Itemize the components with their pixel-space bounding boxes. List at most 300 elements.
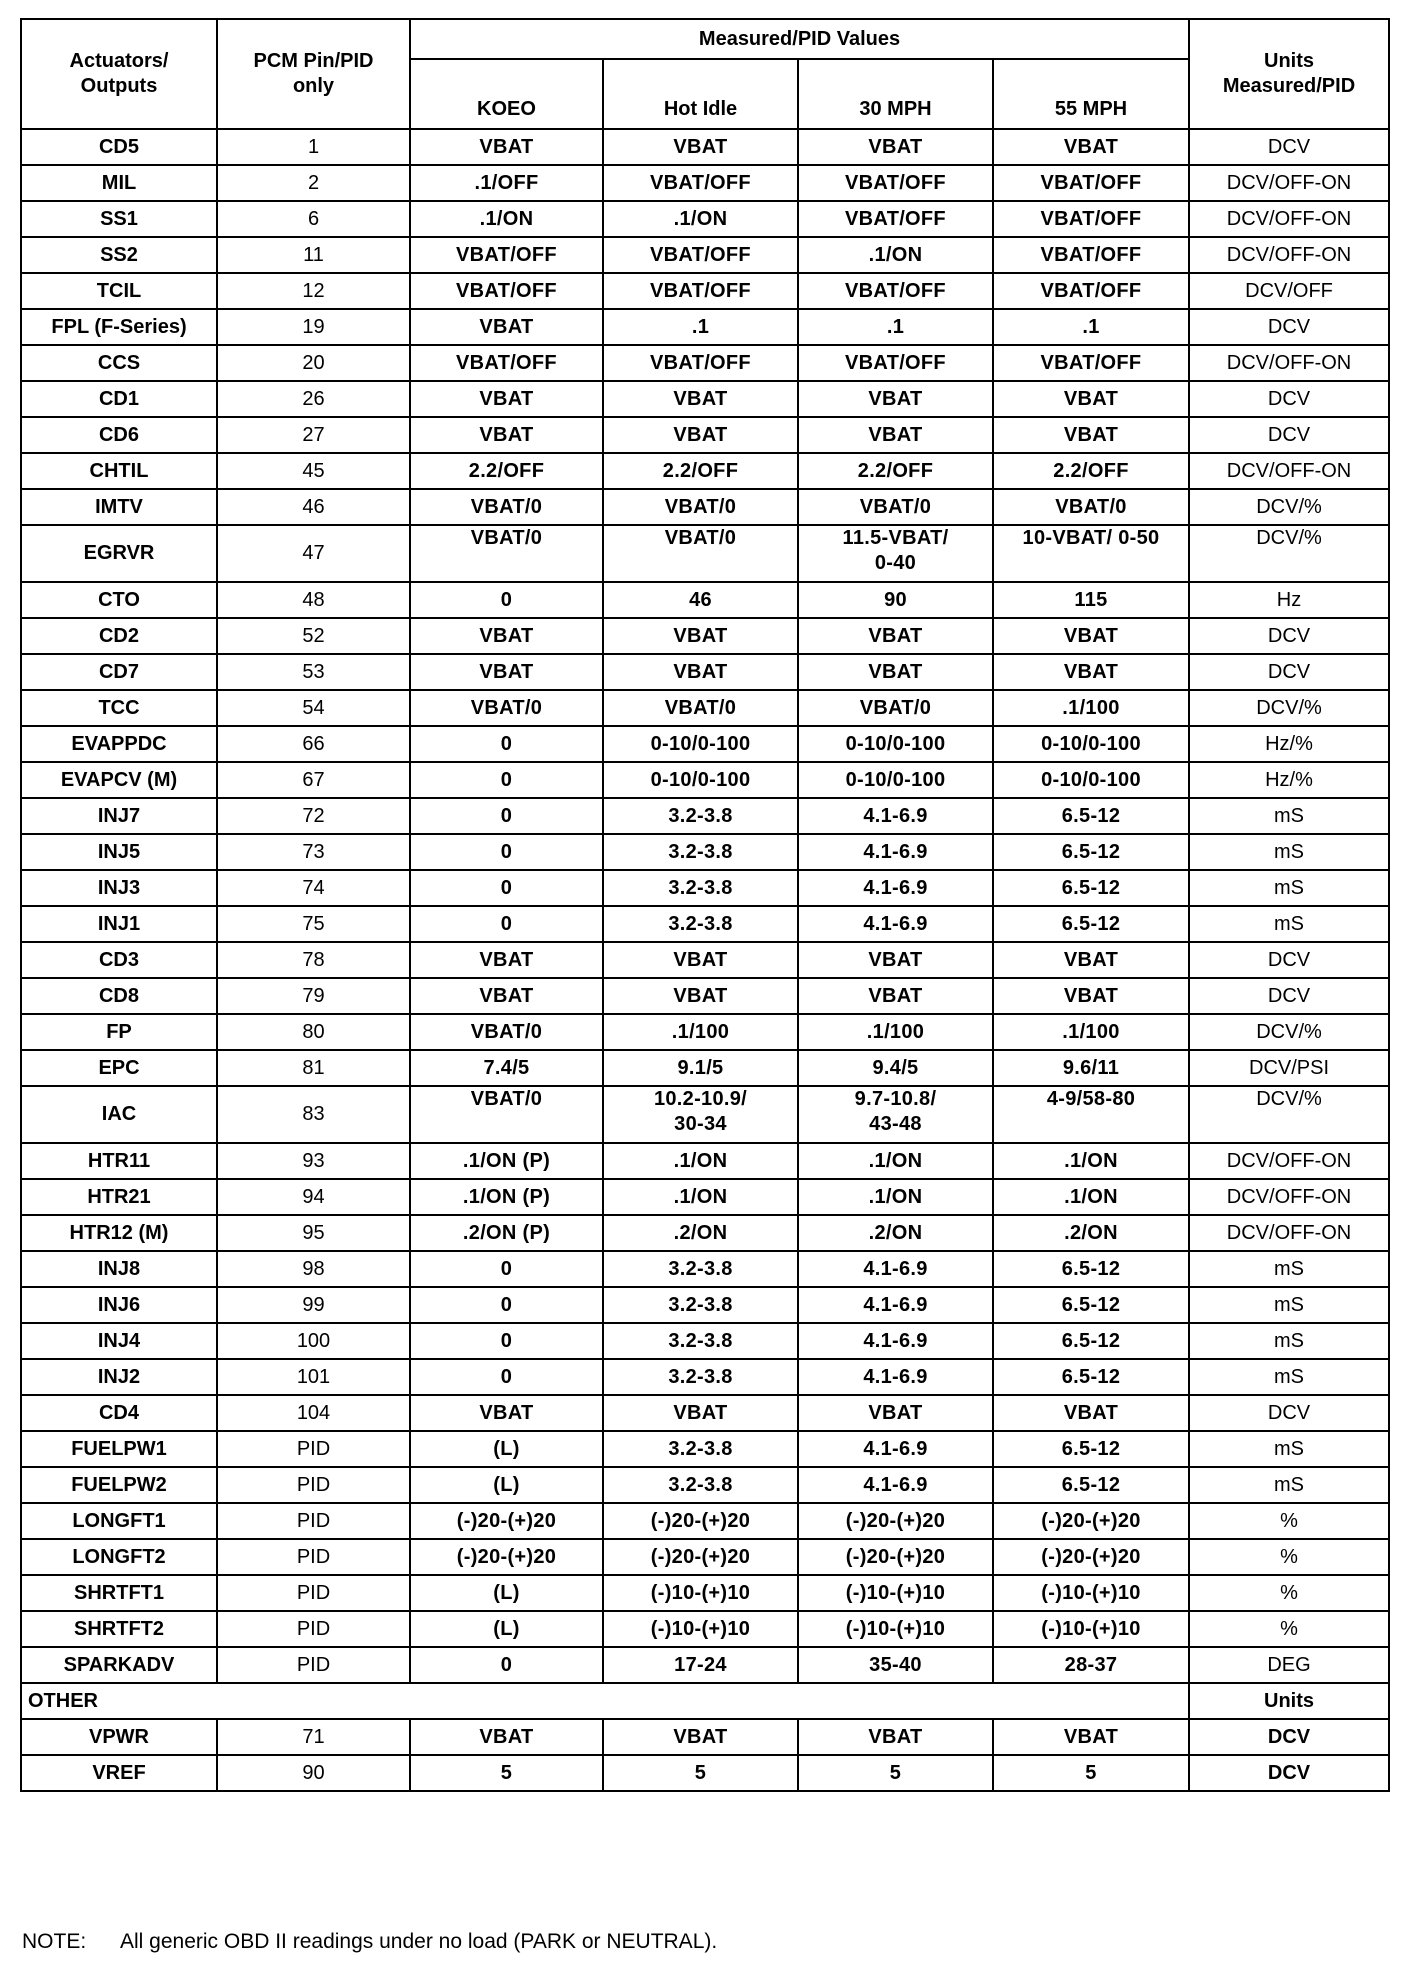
30-mph-value-cell: VBAT: [798, 654, 993, 690]
hot-idle-value-cell: VBAT: [603, 1719, 798, 1755]
hot-idle-value-cell: .1: [603, 309, 798, 345]
hot-idle-value-cell: VBAT: [603, 654, 798, 690]
55-mph-value-cell: VBAT: [993, 129, 1189, 165]
pcm-pin-cell: 73: [217, 834, 410, 870]
header-row-top: [21, 19, 1389, 59]
koeo-value-cell: VBAT/0: [410, 1014, 603, 1050]
pcm-pin-cell: PID: [217, 1647, 410, 1683]
30-mph-value-cell: (-)10-(+)10: [798, 1611, 993, 1647]
55-mph-value-cell: 0-10/0-100: [993, 726, 1189, 762]
units-cell: DCV/OFF-ON: [1189, 237, 1389, 273]
30-mph-value-cell: .1/ON: [798, 237, 993, 273]
pcm-pin-cell: 90: [217, 1755, 410, 1791]
hot-idle-value-cell: 46: [603, 582, 798, 618]
pcm-pin-cell: 20: [217, 345, 410, 381]
pcm-pin-cell: 48: [217, 582, 410, 618]
actuator-cell: TCIL: [21, 273, 217, 309]
hot-idle-value-cell: .2/ON: [603, 1215, 798, 1251]
table-row: [21, 762, 1389, 798]
55-mph-value-cell: VBAT: [993, 417, 1189, 453]
units-cell: %: [1189, 1611, 1389, 1647]
hot-idle-value-cell: VBAT/0: [603, 525, 798, 582]
koeo-value-cell: VBAT: [410, 129, 603, 165]
30-mph-value-cell: .1/100: [798, 1014, 993, 1050]
55-mph-value-cell: 5: [993, 1755, 1189, 1791]
koeo-value-cell: (L): [410, 1575, 603, 1611]
units-cell: DCV: [1189, 309, 1389, 345]
table-row: [21, 309, 1389, 345]
55-mph-value-cell: 6.5-12: [993, 1323, 1189, 1359]
55-mph-value-cell: 4-9/58-80: [993, 1086, 1189, 1143]
30-mph-value-cell: 9.7-10.8/ 43-48: [798, 1086, 993, 1143]
pcm-pin-cell: PID: [217, 1503, 410, 1539]
pcm-pin-cell: 93: [217, 1143, 410, 1179]
55-mph-value-cell: VBAT: [993, 942, 1189, 978]
table-row: [21, 273, 1389, 309]
55-mph-value-cell: (-)20-(+)20: [993, 1539, 1189, 1575]
units-cell: DCV/OFF-ON: [1189, 1143, 1389, 1179]
units-cell: mS: [1189, 1251, 1389, 1287]
table-row: [21, 942, 1389, 978]
table-row: [21, 798, 1389, 834]
hot-idle-value-cell: 3.2-3.8: [603, 834, 798, 870]
table-row: [21, 453, 1389, 489]
55-mph-value-cell: VBAT: [993, 1719, 1189, 1755]
30-mph-value-cell: 2.2/OFF: [798, 453, 993, 489]
55-mph-value-cell: VBAT/OFF: [993, 345, 1189, 381]
30-mph-value-cell: 4.1-6.9: [798, 834, 993, 870]
koeo-value-cell: 0: [410, 1647, 603, 1683]
30-mph-value-cell: VBAT/OFF: [798, 201, 993, 237]
note-text: All generic OBD II readings under no load (PARK or NEUTRAL).: [120, 1930, 718, 1953]
koeo-value-cell: (L): [410, 1467, 603, 1503]
units-cell: mS: [1189, 1323, 1389, 1359]
table-row: [21, 1467, 1389, 1503]
30-mph-value-cell: 11.5-VBAT/ 0-40: [798, 525, 993, 582]
hot-idle-value-cell: 17-24: [603, 1647, 798, 1683]
pcm-pin-cell: 74: [217, 870, 410, 906]
units-cell: DCV: [1189, 1719, 1389, 1755]
hot-idle-value-cell: 3.2-3.8: [603, 1431, 798, 1467]
pcm-pin-cell: 47: [217, 525, 410, 582]
koeo-value-cell: VBAT: [410, 1395, 603, 1431]
hot-idle-value-cell: (-)10-(+)10: [603, 1611, 798, 1647]
units-cell: DCV/OFF-ON: [1189, 453, 1389, 489]
actuator-cell: INJ1: [21, 906, 217, 942]
55-mph-value-cell: VBAT/0: [993, 489, 1189, 525]
pcm-pin-cell: 98: [217, 1251, 410, 1287]
pcm-pin-cell: 19: [217, 309, 410, 345]
55-mph-value-cell: (-)20-(+)20: [993, 1503, 1189, 1539]
units-cell: DCV/%: [1189, 525, 1389, 582]
30-mph-value-cell: .1/ON: [798, 1179, 993, 1215]
pcm-pin-cell: 72: [217, 798, 410, 834]
pcm-pin-cell: 75: [217, 906, 410, 942]
units-cell: mS: [1189, 1431, 1389, 1467]
units-cell: Hz: [1189, 582, 1389, 618]
30-mph-value-cell: 4.1-6.9: [798, 1467, 993, 1503]
55-mph-value-cell: 6.5-12: [993, 906, 1189, 942]
actuator-cell: FUELPW2: [21, 1467, 217, 1503]
table-row: [21, 165, 1389, 201]
pcm-pin-cell: PID: [217, 1431, 410, 1467]
actuator-cell: CHTIL: [21, 453, 217, 489]
units-cell: DEG: [1189, 1647, 1389, 1683]
hot-idle-value-cell: VBAT: [603, 1395, 798, 1431]
actuator-cell: SHRTFT2: [21, 1611, 217, 1647]
hot-idle-value-cell: 0-10/0-100: [603, 726, 798, 762]
note-tag: NOTE:: [22, 1930, 87, 1953]
30-mph-value-cell: VBAT/0: [798, 690, 993, 726]
pcm-pin-cell: PID: [217, 1611, 410, 1647]
pcm-pin-cell: PID: [217, 1575, 410, 1611]
table-row: [21, 1755, 1389, 1791]
55-mph-value-cell: .1/100: [993, 1014, 1189, 1050]
koeo-value-cell: VBAT/0: [410, 1086, 603, 1143]
table-row: [21, 1086, 1389, 1143]
header-hot-idle: Hot Idle: [603, 59, 798, 129]
hot-idle-value-cell: VBAT: [603, 618, 798, 654]
koeo-value-cell: 0: [410, 1359, 603, 1395]
55-mph-value-cell: 28-37: [993, 1647, 1189, 1683]
30-mph-value-cell: VBAT: [798, 381, 993, 417]
pcm-pin-cell: 100: [217, 1323, 410, 1359]
hot-idle-value-cell: 3.2-3.8: [603, 906, 798, 942]
hot-idle-value-cell: 3.2-3.8: [603, 870, 798, 906]
pcm-pin-cell: PID: [217, 1539, 410, 1575]
pcm-pin-cell: 6: [217, 201, 410, 237]
55-mph-value-cell: 6.5-12: [993, 1251, 1189, 1287]
units-cell: DCV/%: [1189, 690, 1389, 726]
hot-idle-value-cell: 10.2-10.9/ 30-34: [603, 1086, 798, 1143]
30-mph-value-cell: VBAT/OFF: [798, 273, 993, 309]
hot-idle-value-cell: (-)10-(+)10: [603, 1575, 798, 1611]
units-cell: %: [1189, 1503, 1389, 1539]
55-mph-value-cell: VBAT: [993, 618, 1189, 654]
hot-idle-value-cell: .1/ON: [603, 1179, 798, 1215]
table-row: [21, 201, 1389, 237]
30-mph-value-cell: 90: [798, 582, 993, 618]
other-section-label: OTHER: [21, 1683, 1189, 1719]
koeo-value-cell: 0: [410, 1251, 603, 1287]
hot-idle-value-cell: 5: [603, 1755, 798, 1791]
hot-idle-value-cell: VBAT/OFF: [603, 273, 798, 309]
actuator-cell: FP: [21, 1014, 217, 1050]
55-mph-value-cell: 115: [993, 582, 1189, 618]
koeo-value-cell: VBAT/0: [410, 690, 603, 726]
units-cell: mS: [1189, 798, 1389, 834]
actuator-cell: IAC: [21, 1086, 217, 1143]
actuator-cell: HTR12 (M): [21, 1215, 217, 1251]
actuator-cell: INJ6: [21, 1287, 217, 1323]
table-row: [21, 690, 1389, 726]
units-cell: mS: [1189, 870, 1389, 906]
55-mph-value-cell: VBAT/OFF: [993, 165, 1189, 201]
hot-idle-value-cell: 0-10/0-100: [603, 762, 798, 798]
55-mph-value-cell: 6.5-12: [993, 1467, 1189, 1503]
30-mph-value-cell: 5: [798, 1755, 993, 1791]
30-mph-value-cell: .1/ON: [798, 1143, 993, 1179]
pcm-pin-cell: 27: [217, 417, 410, 453]
koeo-value-cell: VBAT/OFF: [410, 273, 603, 309]
30-mph-value-cell: 4.1-6.9: [798, 1431, 993, 1467]
pcm-pin-cell: 2: [217, 165, 410, 201]
pcm-pin-cell: 71: [217, 1719, 410, 1755]
30-mph-value-cell: 0-10/0-100: [798, 762, 993, 798]
footnote: [22, 1930, 717, 1954]
units-cell: %: [1189, 1575, 1389, 1611]
units-cell: DCV/OFF-ON: [1189, 345, 1389, 381]
actuator-cell: EVAPPDC: [21, 726, 217, 762]
header-actuators: Actuators/ Outputs: [21, 19, 217, 129]
actuator-cell: EVAPCV (M): [21, 762, 217, 798]
units-cell: DCV: [1189, 618, 1389, 654]
table-row: [21, 525, 1389, 582]
koeo-value-cell: 0: [410, 798, 603, 834]
units-cell: DCV/%: [1189, 1014, 1389, 1050]
actuator-cell: VREF: [21, 1755, 217, 1791]
actuator-cell: IMTV: [21, 489, 217, 525]
30-mph-value-cell: VBAT: [798, 129, 993, 165]
table-row: [21, 1251, 1389, 1287]
koeo-value-cell: VBAT: [410, 654, 603, 690]
table-row: [21, 1539, 1389, 1575]
table-row: [21, 417, 1389, 453]
koeo-value-cell: (-)20-(+)20: [410, 1503, 603, 1539]
actuator-cell: INJ2: [21, 1359, 217, 1395]
hot-idle-value-cell: (-)20-(+)20: [603, 1503, 798, 1539]
actuator-cell: CD3: [21, 942, 217, 978]
koeo-value-cell: (-)20-(+)20: [410, 1539, 603, 1575]
hot-idle-value-cell: 9.1/5: [603, 1050, 798, 1086]
table-row: [21, 129, 1389, 165]
actuator-cell: HTR11: [21, 1143, 217, 1179]
55-mph-value-cell: 6.5-12: [993, 870, 1189, 906]
table-row: [21, 1143, 1389, 1179]
header-koeo: KOEO: [410, 59, 603, 129]
pcm-pin-cell: 104: [217, 1395, 410, 1431]
table-row: [21, 726, 1389, 762]
55-mph-value-cell: 10-VBAT/ 0-50: [993, 525, 1189, 582]
30-mph-value-cell: VBAT: [798, 417, 993, 453]
table-row: [21, 1014, 1389, 1050]
header-30-mph: 30 MPH: [798, 59, 993, 129]
units-cell: mS: [1189, 1287, 1389, 1323]
actuator-cell: SS2: [21, 237, 217, 273]
table-row: [21, 582, 1389, 618]
hot-idle-value-cell: .1/ON: [603, 201, 798, 237]
pid-values-table: [20, 18, 1390, 1792]
koeo-value-cell: VBAT/OFF: [410, 345, 603, 381]
actuator-cell: CD2: [21, 618, 217, 654]
units-cell: DCV: [1189, 1755, 1389, 1791]
pcm-pin-cell: 1: [217, 129, 410, 165]
table-row: [21, 1179, 1389, 1215]
30-mph-value-cell: 4.1-6.9: [798, 1359, 993, 1395]
table-row: [21, 1287, 1389, 1323]
30-mph-value-cell: 4.1-6.9: [798, 798, 993, 834]
koeo-value-cell: 0: [410, 1287, 603, 1323]
units-cell: DCV: [1189, 978, 1389, 1014]
actuator-cell: CD6: [21, 417, 217, 453]
actuator-cell: INJ8: [21, 1251, 217, 1287]
table-row: [21, 906, 1389, 942]
pcm-pin-cell: 26: [217, 381, 410, 417]
koeo-value-cell: VBAT: [410, 942, 603, 978]
hot-idle-value-cell: 3.2-3.8: [603, 1359, 798, 1395]
koeo-value-cell: 0: [410, 834, 603, 870]
actuator-cell: EPC: [21, 1050, 217, 1086]
30-mph-value-cell: 35-40: [798, 1647, 993, 1683]
55-mph-value-cell: (-)10-(+)10: [993, 1575, 1189, 1611]
units-cell: %: [1189, 1539, 1389, 1575]
table-row: [21, 1503, 1389, 1539]
table-row: [21, 1719, 1389, 1755]
koeo-value-cell: 0: [410, 1323, 603, 1359]
actuator-cell: INJ3: [21, 870, 217, 906]
actuator-cell: SHRTFT1: [21, 1575, 217, 1611]
pcm-pin-cell: 11: [217, 237, 410, 273]
30-mph-value-cell: 4.1-6.9: [798, 1323, 993, 1359]
hot-idle-value-cell: 2.2/OFF: [603, 453, 798, 489]
30-mph-value-cell: 4.1-6.9: [798, 906, 993, 942]
koeo-value-cell: 2.2/OFF: [410, 453, 603, 489]
koeo-value-cell: 7.4/5: [410, 1050, 603, 1086]
table-row: [21, 618, 1389, 654]
55-mph-value-cell: VBAT: [993, 654, 1189, 690]
hot-idle-value-cell: VBAT: [603, 942, 798, 978]
55-mph-value-cell: 2.2/OFF: [993, 453, 1189, 489]
pcm-pin-cell: 81: [217, 1050, 410, 1086]
actuator-cell: CD4: [21, 1395, 217, 1431]
actuator-cell: LONGFT1: [21, 1503, 217, 1539]
55-mph-value-cell: VBAT/OFF: [993, 201, 1189, 237]
30-mph-value-cell: .1: [798, 309, 993, 345]
header-55-mph: 55 MPH: [993, 59, 1189, 129]
units-cell: DCV/OFF-ON: [1189, 165, 1389, 201]
55-mph-value-cell: (-)10-(+)10: [993, 1611, 1189, 1647]
pcm-pin-cell: PID: [217, 1467, 410, 1503]
koeo-value-cell: VBAT: [410, 1719, 603, 1755]
actuator-cell: CTO: [21, 582, 217, 618]
table-row: [21, 381, 1389, 417]
hot-idle-value-cell: VBAT/OFF: [603, 237, 798, 273]
koeo-value-cell: .1/ON (P): [410, 1179, 603, 1215]
units-cell: mS: [1189, 906, 1389, 942]
pcm-pin-cell: 54: [217, 690, 410, 726]
30-mph-value-cell: 4.1-6.9: [798, 1287, 993, 1323]
table-row: [21, 1647, 1389, 1683]
table-row: [21, 1323, 1389, 1359]
55-mph-value-cell: 6.5-12: [993, 1431, 1189, 1467]
hot-idle-value-cell: VBAT: [603, 381, 798, 417]
55-mph-value-cell: .1: [993, 309, 1189, 345]
koeo-value-cell: 5: [410, 1755, 603, 1791]
table-row: [21, 978, 1389, 1014]
koeo-value-cell: .1/ON: [410, 201, 603, 237]
units-cell: DCV/OFF: [1189, 273, 1389, 309]
pcm-pin-cell: 46: [217, 489, 410, 525]
30-mph-value-cell: 9.4/5: [798, 1050, 993, 1086]
units-cell: DCV/OFF-ON: [1189, 1215, 1389, 1251]
actuator-cell: INJ7: [21, 798, 217, 834]
pcm-pin-cell: 80: [217, 1014, 410, 1050]
pcm-pin-cell: 94: [217, 1179, 410, 1215]
55-mph-value-cell: 6.5-12: [993, 1287, 1189, 1323]
units-cell: DCV/OFF-ON: [1189, 201, 1389, 237]
units-cell: mS: [1189, 1359, 1389, 1395]
hot-idle-value-cell: VBAT/OFF: [603, 345, 798, 381]
table-row: [21, 870, 1389, 906]
koeo-value-cell: VBAT/0: [410, 525, 603, 582]
koeo-value-cell: .1/OFF: [410, 165, 603, 201]
actuator-cell: TCC: [21, 690, 217, 726]
other-units-header: Units: [1189, 1683, 1389, 1719]
55-mph-value-cell: 6.5-12: [993, 798, 1189, 834]
30-mph-value-cell: .2/ON: [798, 1215, 993, 1251]
koeo-value-cell: 0: [410, 906, 603, 942]
55-mph-value-cell: .1/100: [993, 690, 1189, 726]
table-row: [21, 1215, 1389, 1251]
koeo-value-cell: 0: [410, 582, 603, 618]
units-cell: DCV: [1189, 654, 1389, 690]
30-mph-value-cell: VBAT: [798, 1719, 993, 1755]
hot-idle-value-cell: .1/100: [603, 1014, 798, 1050]
units-cell: DCV: [1189, 381, 1389, 417]
header-pcm-pin: PCM Pin/PID only: [217, 19, 410, 129]
units-cell: DCV/%: [1189, 1086, 1389, 1143]
55-mph-value-cell: VBAT: [993, 381, 1189, 417]
30-mph-value-cell: VBAT: [798, 1395, 993, 1431]
pcm-pin-cell: 12: [217, 273, 410, 309]
units-cell: mS: [1189, 1467, 1389, 1503]
table-row: [21, 1575, 1389, 1611]
table-row: [21, 1359, 1389, 1395]
pcm-pin-cell: 52: [217, 618, 410, 654]
header-measured-values: Measured/PID Values: [410, 19, 1189, 59]
koeo-value-cell: VBAT: [410, 309, 603, 345]
table-row: [21, 345, 1389, 381]
units-cell: DCV/PSI: [1189, 1050, 1389, 1086]
55-mph-value-cell: 6.5-12: [993, 834, 1189, 870]
koeo-value-cell: (L): [410, 1431, 603, 1467]
hot-idle-value-cell: 3.2-3.8: [603, 1467, 798, 1503]
actuator-cell: CD7: [21, 654, 217, 690]
koeo-value-cell: VBAT/OFF: [410, 237, 603, 273]
koeo-value-cell: 0: [410, 726, 603, 762]
koeo-value-cell: .2/ON (P): [410, 1215, 603, 1251]
30-mph-value-cell: VBAT: [798, 942, 993, 978]
55-mph-value-cell: VBAT/OFF: [993, 273, 1189, 309]
55-mph-value-cell: VBAT: [993, 978, 1189, 1014]
pcm-pin-cell: 83: [217, 1086, 410, 1143]
actuator-cell: INJ5: [21, 834, 217, 870]
units-cell: Hz/%: [1189, 762, 1389, 798]
hot-idle-value-cell: (-)20-(+)20: [603, 1539, 798, 1575]
units-cell: Hz/%: [1189, 726, 1389, 762]
units-cell: mS: [1189, 834, 1389, 870]
table-row: [21, 1050, 1389, 1086]
30-mph-value-cell: (-)20-(+)20: [798, 1539, 993, 1575]
other-section-row: [21, 1683, 1389, 1719]
units-cell: DCV: [1189, 129, 1389, 165]
30-mph-value-cell: VBAT/OFF: [798, 345, 993, 381]
table-row: [21, 654, 1389, 690]
pid-values-table-container: [20, 18, 1388, 1792]
koeo-value-cell: VBAT/0: [410, 489, 603, 525]
koeo-value-cell: VBAT: [410, 381, 603, 417]
units-cell: DCV: [1189, 1395, 1389, 1431]
